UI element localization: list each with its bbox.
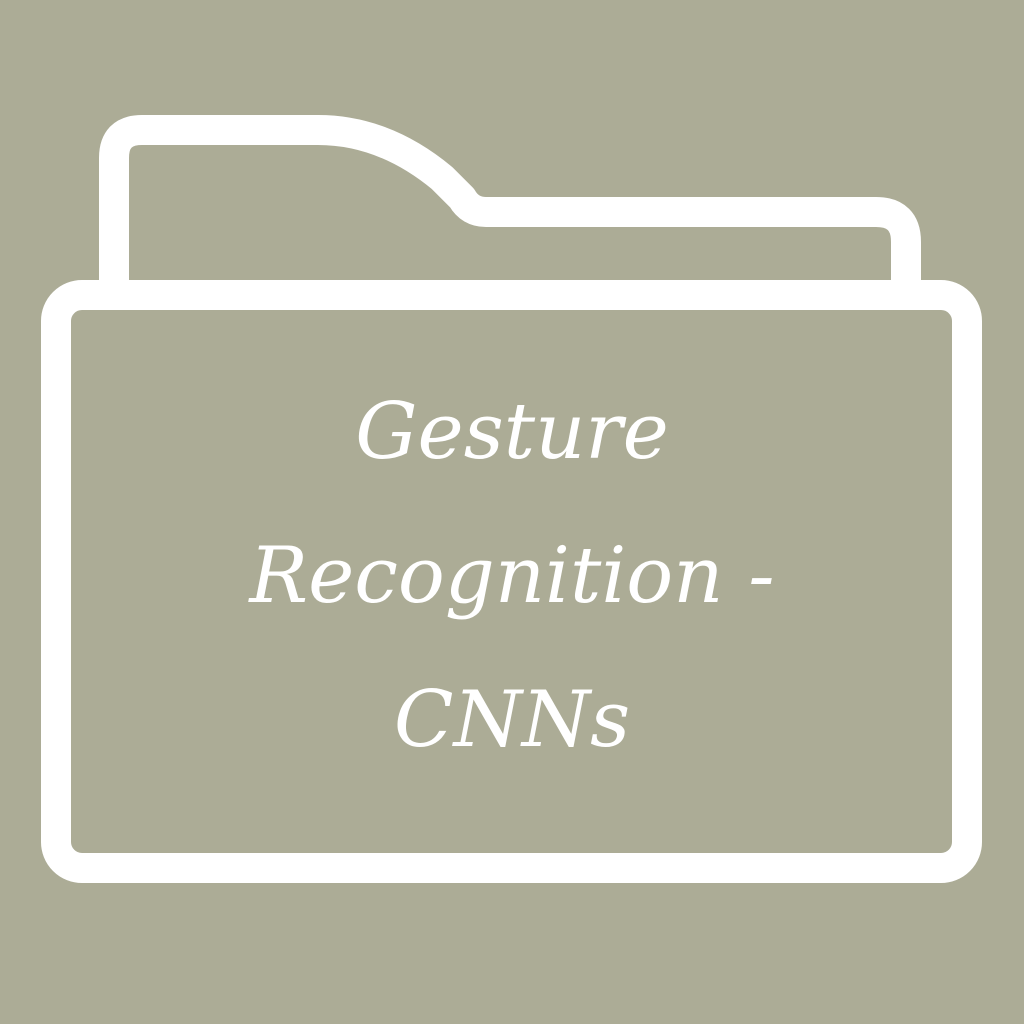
folder-label-line-1: Gesture (355, 387, 669, 477)
folder-tab-outline (114, 130, 906, 280)
folder-label (112, 360, 912, 792)
folder-label-line-3: CNNs (393, 675, 631, 765)
folder-label-line-2: Recognition - (249, 531, 775, 621)
